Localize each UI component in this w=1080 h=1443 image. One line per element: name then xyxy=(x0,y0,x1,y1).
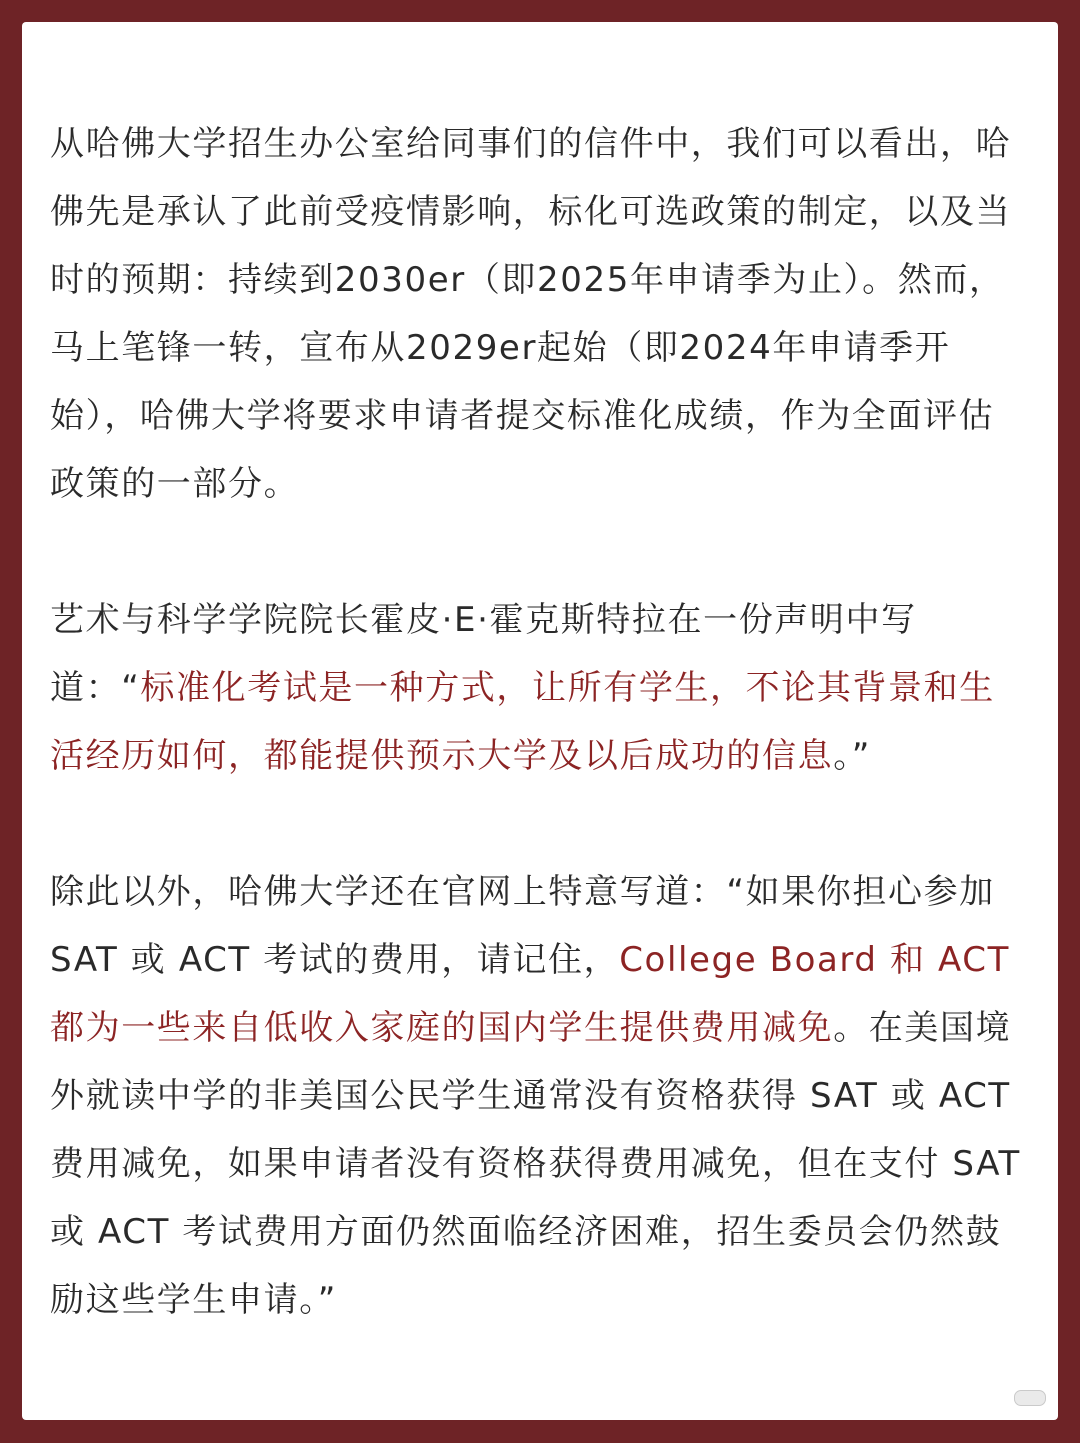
paragraph-text: 艺术与科学学院院长霍皮·E·霍克斯特拉在一份声明中写道：“ xyxy=(50,600,917,708)
paragraph-text: 从哈佛大学招生办公室给同事们的信件中，我们可以看出，哈佛先是承认了此前受疫情影响，标化可选政策的制定，以及当时的预期：持续到2030er（即2025年申请季为止）。然而，马上笔锋一转，宣布从2029er起始（即2024年申请季开始），哈佛大学将要求申请者提交标准化成绩，作为全面评估政策的一部分。 xyxy=(50,124,1012,504)
paragraph-text: 。在美国境外就读中学的非美国公民学生通常没有资格获得 SAT 或 ACT 费用减免，如果申请者没有资格获得费用减免，但在支付 SAT 或 ACT 考试费用方面仍然面临经济困难，招生委员会仍然鼓励这些学生申请。” xyxy=(50,1008,1021,1320)
paragraph-text: 除此以外，哈佛大学还在官网上特意写道：“如果你担心参加 SAT 或 ACT 考试的费用，请记住， xyxy=(50,872,995,980)
paragraph-admissions-letter xyxy=(50,110,1028,518)
paragraph-website-note xyxy=(50,858,1028,1334)
paragraph-text: 。” xyxy=(833,736,872,776)
article-card xyxy=(22,22,1058,1420)
watermark-logo-icon xyxy=(1014,1390,1046,1406)
highlighted-quote: 标准化考试是一种方式，让所有学生，不论其背景和生活经历如何，都能提供预示大学及以后成功的信息 xyxy=(50,668,995,776)
highlighted-fee-waiver: College Board 和 ACT 都为一些来自低收入家庭的国内学生提供费用减免 xyxy=(50,940,1010,1048)
paragraph-dean-statement xyxy=(50,586,1028,790)
